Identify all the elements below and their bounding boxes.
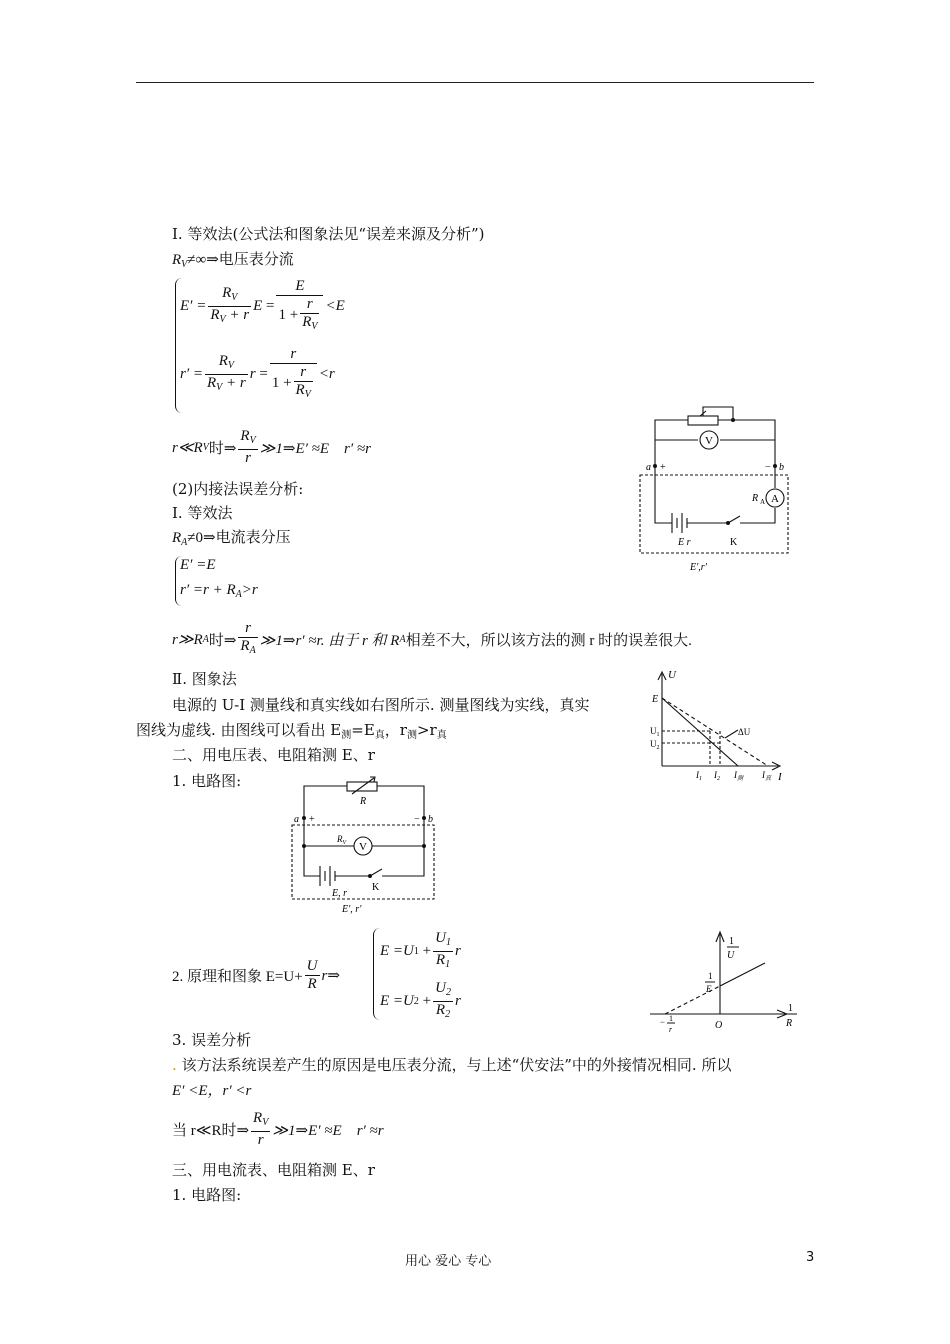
inner-connection-title: (2)内接法误差分析: xyxy=(172,480,304,498)
equation-system-1: E =U 1 + $\frac{U_1}{R_1}$ r xyxy=(380,930,461,970)
heading-graph-method: Ⅱ. 图象法 xyxy=(172,670,237,688)
minus-label: − xyxy=(765,462,771,473)
x-axis-num: 1 xyxy=(788,1003,793,1014)
node-a-label-2: a xyxy=(294,814,299,825)
rv-label: $R_V$ xyxy=(337,834,347,846)
i-axis-label: I xyxy=(778,771,782,783)
voltmeter-label: V xyxy=(705,435,713,447)
equivalent-source-label: E′,r′ xyxy=(690,562,707,573)
neg-intercept-den: r xyxy=(669,1025,673,1034)
header-rule xyxy=(136,82,814,83)
u-axis-label: U xyxy=(668,669,676,681)
plus-label: + xyxy=(660,462,666,473)
node-b-label-2: b xyxy=(428,814,433,825)
switch-label: K xyxy=(730,537,738,548)
i1-label: $I_1$ xyxy=(696,770,702,782)
bullet-marker: . xyxy=(172,1056,177,1074)
delta-u-label: ΔU xyxy=(738,727,751,737)
brace-left-3 xyxy=(373,928,380,1020)
u1-label: $U_1$ xyxy=(650,726,660,738)
plus-label-2: + xyxy=(309,814,315,825)
i2-label: $I_2$ xyxy=(714,770,720,782)
y-axis-num: 1 xyxy=(729,936,734,947)
e-intercept-label: E xyxy=(652,694,659,705)
neg-intercept-num: 1 xyxy=(669,1014,673,1023)
minus-label-2: − xyxy=(414,814,420,825)
switch-label-2: K xyxy=(372,882,380,893)
y-axis-den: U xyxy=(727,950,735,961)
section-2-title: 二、用电压表、电阻箱测 E、r xyxy=(172,746,375,764)
voltmeter-label-2: V xyxy=(359,841,367,853)
neg-intercept-minus: − xyxy=(660,1017,666,1027)
equation-E-prime: E′ = $\frac{R_V}{R_V + r}$ E = E 1 + $\frac{r}{R_V}$ <E xyxy=(180,278,345,332)
battery-label-2: E, r xyxy=(332,888,347,899)
graph-description-1: 电源的 U-I 测量线和真实线如右图所示. 测量图线为实线，真实 xyxy=(172,696,590,714)
approx-line-2: r≫R A 时⇒ $\frac{r}{R_A}$ ≫1⇒r′ ≈r. 由于 r 和 R A 相差不大，所以该方法的测 r 时的误差很大. xyxy=(172,620,692,656)
x-axis-den: R xyxy=(786,1018,793,1029)
circuit-label-1: 1. 电路图: xyxy=(172,772,242,790)
heading-equivalent-method: Ⅰ. 等效法(公式法和图象法见“误差来源及分析”) xyxy=(172,225,485,243)
error-analysis-title: 3. 误差分析 xyxy=(172,1031,252,1049)
circuit-label-2: 1. 电路图: xyxy=(172,1186,242,1204)
ra-sub-label: A xyxy=(760,498,766,506)
resistance-box-label: R xyxy=(360,796,367,807)
equation-E-equal: E′ =E xyxy=(180,557,216,573)
rv-condition-line: $R_V\ne\infty\Rightarrow$电压表分流 xyxy=(172,252,294,270)
equation-r-equal: $r' =r + R_A>r$ xyxy=(180,582,258,600)
origin-label: O xyxy=(715,1020,723,1031)
ui-graph xyxy=(650,668,790,788)
section-3-title: 三、用电流表、电阻箱测 E、r xyxy=(172,1161,375,1179)
ammeter-label: A xyxy=(771,493,779,505)
equation-system-2: E =U 2 + $\frac{U_2}{R_2}$ r xyxy=(380,980,461,1020)
approx-line-3: 当 r≪R 时⇒ $\frac{R_V}{r}$ ≫1⇒E′ ≈E r′ ≈r xyxy=(172,1110,384,1148)
circuit-diagram-inner xyxy=(640,400,790,575)
principle-line: 2. 原理和图象 E=U+ $\frac{U}{R}$ r⇒ xyxy=(172,958,340,992)
error-analysis-text-1: . 该方法系统误差产生的原因是电压表分流，与上述“伏安法”中的外接情况相同. 所以 xyxy=(172,1056,732,1074)
battery-label: E r xyxy=(678,537,691,548)
circuit-diagram-resistance-box xyxy=(290,772,440,920)
equivalent-source-label-2: E′, r′ xyxy=(342,904,362,915)
heading-equivalent-method-2: Ⅰ. 等效法 xyxy=(172,504,233,522)
intercept-den: E xyxy=(706,984,712,994)
page-number: 3 xyxy=(806,1250,815,1265)
i-measured-label: $I_测$ xyxy=(734,770,744,782)
ra-label: R xyxy=(752,493,759,504)
u2-label: $U_2$ xyxy=(650,739,660,751)
inverse-graph xyxy=(645,928,805,1036)
error-analysis-text-2: E′ <E，r′ <r xyxy=(172,1083,252,1099)
equation-r-prime: r′ = $\frac{R_V}{R_V + r}$ r = r 1 + $\frac{r}{R_V}$ <r xyxy=(180,346,335,400)
graph-description-2: 图线为虚线. 由图线可以看出 $E_测=E_真$，$r_测>r_真$ xyxy=(136,721,447,741)
intercept-num: 1 xyxy=(708,971,713,981)
approx-line-1: r≪R V 时⇒ $\frac{R_V}{r}$ ≫1⇒E′ ≈E r′ ≈r xyxy=(172,428,371,466)
node-a-label: a xyxy=(646,462,651,473)
node-b-label: b xyxy=(779,462,784,473)
ra-condition-line: $R_A\ne 0\Rightarrow$电流表分压 xyxy=(172,530,291,548)
i-true-label: $I_真$ xyxy=(762,770,772,782)
footer-center-text: 用心 爱心 专心 xyxy=(405,1254,492,1269)
